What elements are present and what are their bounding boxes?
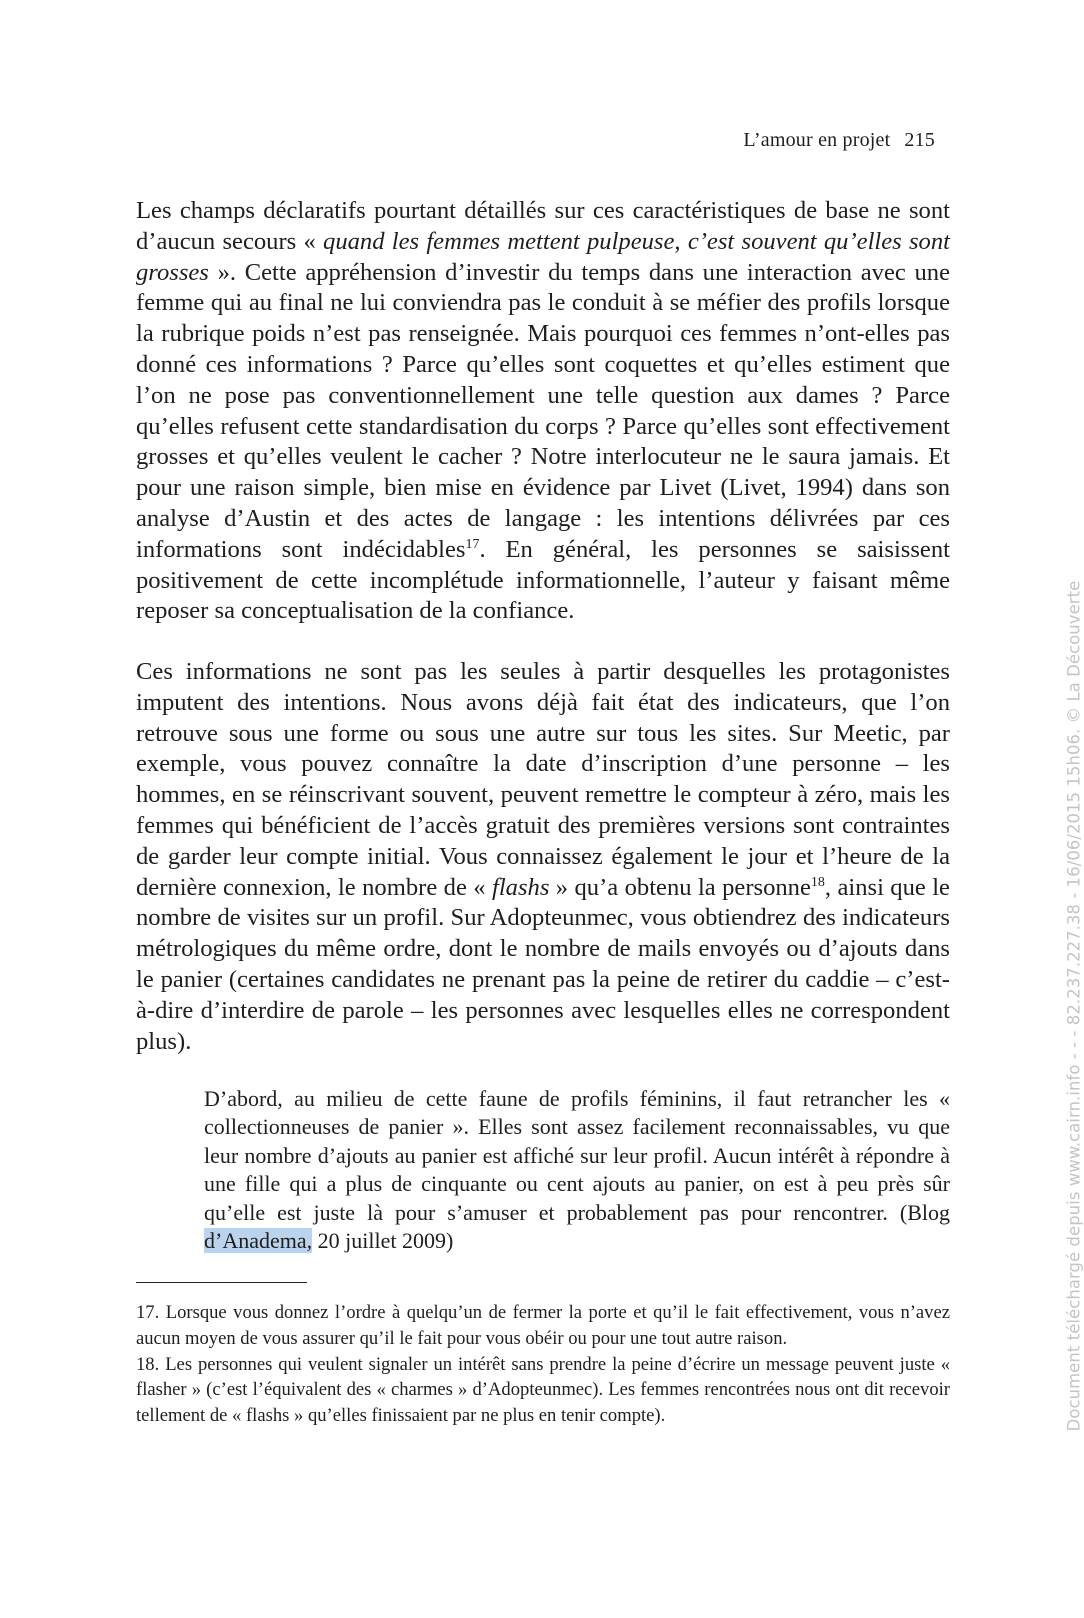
footnote-17 — [136, 1300, 950, 1352]
footnote-text: Lorsque vous donnez l’ordre à quelqu’un de fermer la porte et qu’il le fait effectivement, vous n’avez aucun moyen de vous assurer qu’il le fait pour vous obéir ou pour une tout autre raison. — [136, 1302, 950, 1349]
quote-text-b: 20 juillet 2009) — [312, 1228, 454, 1254]
paragraph-1-text-c: . En général, les personnes se saisissent positivement de cette incomplétude informationnelle, l’auteur y faisant même reposer sa conceptualisation de la confiance. — [136, 535, 950, 625]
selected-text-highlight[interactable]: d’Anadema, — [204, 1228, 313, 1254]
paragraph-2-italic-flashs: flashs — [491, 873, 550, 901]
paragraph-2-text-a: Ces informations ne sont pas les seules à partir desquelles les protagonistes imputent des intentions. Nous avons déjà fait état des indicateurs, que l’on retrouve sous une forme ou sous une autre sur tous les sites. Sur Meetic, par exemple, vous pouvez connaître la date d’inscription d’une personne – les hommes, en se réinscrivant souvent, peuvent remettre le compteur à zéro, mais les femmes qui bénéficient de l’accès gratuit des premières versions sont contraintes de garder leur compte initial. Vous connaissez également le jour et l’heure de la dernière connexion, le nombre de « — [136, 658, 950, 901]
paragraph-1-text-b: ». Cette appréhension d’investir du temps dans une interaction avec une femme qui au final ne lui conviendra pas le conduit à se méfier des profils lorsque la rubrique poids n’est pas renseignée. Mais pourquoi ces femmes n’ont-elles pas donné ces informations ? Parce qu’elles sont coquettes et qu’elles estiment que l’on ne pose pas conventionnellement une telle question aux dames ? Parce qu’elles refusent cette standardisation du corps ? Parce qu’elles sont effectivement grosses et qu’elles veulent le cacher ? Notre interlocuteur ne le saura jamais. Et pour une raison simple, bien mise en évidence par Livet (Livet, 1994) dans son analyse d’Austin et des actes de langage : les intentions délivrées par ces informations sont indécidables — [136, 258, 950, 563]
page-number: 215 — [904, 129, 935, 151]
paragraph-2-text-c: , ainsi que le nombre de visites sur un profil. Sur Adopteunmec, vous obtiendrez des indicateurs métrologiques du même ordre, dont le nombre de mails envoyés ou d’ajouts dans le panier (certaines candidates ne prenant pas la peine de retirer du caddie – c’est-à-dire d’interdire de parole – les personnes avec lesquelles elles ne correspondent plus). — [136, 873, 950, 1055]
paragraph-1-quote-italic: quand les femmes mettent pulpeuse, c’est souvent qu’elles sont grosses — [136, 227, 950, 286]
footnotes — [136, 1300, 950, 1429]
body-paragraph-2 — [136, 657, 950, 1057]
paragraph-2-text-b: » qu’a obtenu la personne — [549, 873, 811, 901]
footnote-18 — [136, 1352, 950, 1429]
running-title: L’amour en projet — [743, 129, 891, 151]
running-head — [743, 129, 935, 152]
footnote-text: Les personnes qui veulent signaler un intérêt sans prendre la peine d’écrire un message peuvent juste « flasher » (c’est l’équivalent des « charmes » d’Adopteunmec). Les femmes rencontrées nous ont dit recevoir tellement de « flashs » qu’elles finissaient par ne plus en tenir compte). — [136, 1353, 951, 1427]
footnote-ref-18[interactable]: 18 — [810, 874, 825, 890]
quote-text-a: D’abord, au milieu de cette faune de profils féminins, il faut retrancher les « collectionneuses de panier ». Elles sont assez facilement reconnaissables, vu que leur nombre d’ajouts au panier est affiché sur leur profil. Aucun intérêt à répondre à une fille qui a plus de cinquante ou cent ajouts au panier, on est à peu près sûr qu’elle est juste là pour s’amuser et probablement pas pour rencontrer. (Blog — [204, 1086, 950, 1225]
block-quote — [204, 1085, 950, 1255]
body-paragraph-1 — [136, 196, 950, 627]
download-watermark: Document téléchargé depuis www.cairn.info - - - 82.237.227.38 - 16/06/2015 15h06. © La Découverte — [1064, 580, 1084, 1432]
footnote-separator — [136, 1282, 307, 1283]
footnote-number: 18. — [136, 1353, 160, 1375]
footnote-ref-17[interactable]: 17 — [465, 536, 480, 552]
footnote-number: 17. — [136, 1302, 160, 1323]
paragraph-1-text-a: Les champs déclaratifs pourtant détaillés sur ces caractéristiques de base ne sont d’aucun secours « — [136, 197, 950, 255]
